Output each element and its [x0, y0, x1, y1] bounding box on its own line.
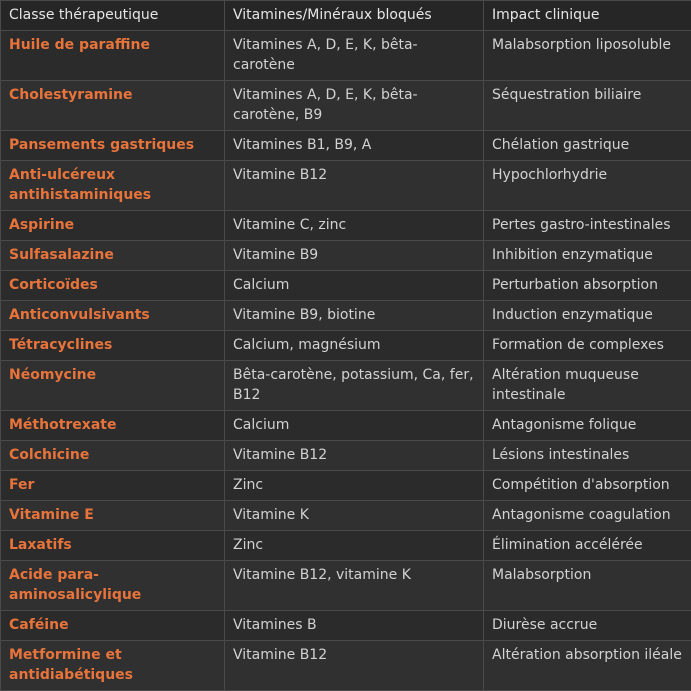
table-row [1, 441, 691, 471]
cell-vitamines: Vitamine C, zinc [225, 211, 484, 241]
cell-impact: Malabsorption liposoluble [484, 31, 691, 81]
cell-classe: Méthotrexate [1, 411, 225, 441]
header-vitamines: Vitamines/Minéraux bloqués [225, 1, 484, 31]
table-row [1, 471, 691, 501]
table-row [1, 641, 691, 691]
cell-impact: Chélation gastrique [484, 131, 691, 161]
table-row [1, 411, 691, 441]
table-header-row [1, 1, 691, 31]
cell-impact: Compétition d'absorption [484, 471, 691, 501]
cell-classe: Vitamine E [1, 501, 225, 531]
cell-classe: Sulfasalazine [1, 241, 225, 271]
cell-vitamines: Vitamine B12 [225, 441, 484, 471]
table-row [1, 211, 691, 241]
table-row [1, 361, 691, 411]
cell-vitamines: Vitamine B12 [225, 161, 484, 211]
cell-classe: Fer [1, 471, 225, 501]
cell-classe: Cholestyramine [1, 81, 225, 131]
cell-classe: Caféine [1, 611, 225, 641]
cell-impact: Hypochlorhydrie [484, 161, 691, 211]
cell-impact: Séquestration biliaire [484, 81, 691, 131]
cell-vitamines: Vitamines B1, B9, A [225, 131, 484, 161]
table-row [1, 301, 691, 331]
cell-impact: Antagonisme coagulation [484, 501, 691, 531]
table-row [1, 561, 691, 611]
cell-vitamines: Vitamine B12 [225, 641, 484, 691]
cell-impact: Formation de complexes [484, 331, 691, 361]
cell-classe: Acide para-aminosalicylique [1, 561, 225, 611]
cell-vitamines: Bêta-carotène, potassium, Ca, fer, B12 [225, 361, 484, 411]
table-row [1, 131, 691, 161]
cell-vitamines: Vitamines A, D, E, K, bêta-carotène [225, 31, 484, 81]
table-row [1, 531, 691, 561]
cell-vitamines: Zinc [225, 471, 484, 501]
table-row [1, 81, 691, 131]
header-impact: Impact clinique [484, 1, 691, 31]
cell-classe: Metformine et antidiabétiques [1, 641, 225, 691]
table-row [1, 241, 691, 271]
cell-vitamines: Vitamines A, D, E, K, bêta-carotène, B9 [225, 81, 484, 131]
cell-vitamines: Calcium, magnésium [225, 331, 484, 361]
cell-vitamines: Vitamine B9 [225, 241, 484, 271]
cell-classe: Laxatifs [1, 531, 225, 561]
table-row [1, 31, 691, 81]
cell-impact: Inhibition enzymatique [484, 241, 691, 271]
cell-classe: Néomycine [1, 361, 225, 411]
cell-impact: Altération muqueuse intestinale [484, 361, 691, 411]
cell-classe: Anti-ulcéreux antihistaminiques [1, 161, 225, 211]
cell-vitamines: Zinc [225, 531, 484, 561]
header-classe: Classe thérapeutique [1, 1, 225, 31]
cell-vitamines: Vitamine K [225, 501, 484, 531]
cell-vitamines: Vitamines B [225, 611, 484, 641]
table-row [1, 271, 691, 301]
cell-impact: Altération absorption iléale [484, 641, 691, 691]
cell-classe: Aspirine [1, 211, 225, 241]
cell-vitamines: Calcium [225, 411, 484, 441]
cell-classe: Corticoïdes [1, 271, 225, 301]
cell-impact: Malabsorption [484, 561, 691, 611]
table-row [1, 501, 691, 531]
cell-vitamines: Vitamine B9, biotine [225, 301, 484, 331]
cell-impact: Pertes gastro-intestinales [484, 211, 691, 241]
cell-impact: Lésions intestinales [484, 441, 691, 471]
cell-classe: Pansements gastriques [1, 131, 225, 161]
cell-vitamines: Vitamine B12, vitamine K [225, 561, 484, 611]
cell-classe: Anticonvulsivants [1, 301, 225, 331]
table-row [1, 161, 691, 211]
table-row [1, 611, 691, 641]
cell-vitamines: Calcium [225, 271, 484, 301]
cell-classe: Tétracyclines [1, 331, 225, 361]
cell-classe: Colchicine [1, 441, 225, 471]
cell-impact: Antagonisme folique [484, 411, 691, 441]
cell-classe: Huile de paraffine [1, 31, 225, 81]
cell-impact: Induction enzymatique [484, 301, 691, 331]
cell-impact: Perturbation absorption [484, 271, 691, 301]
cell-impact: Élimination accélérée [484, 531, 691, 561]
cell-impact: Diurèse accrue [484, 611, 691, 641]
table-row [1, 331, 691, 361]
